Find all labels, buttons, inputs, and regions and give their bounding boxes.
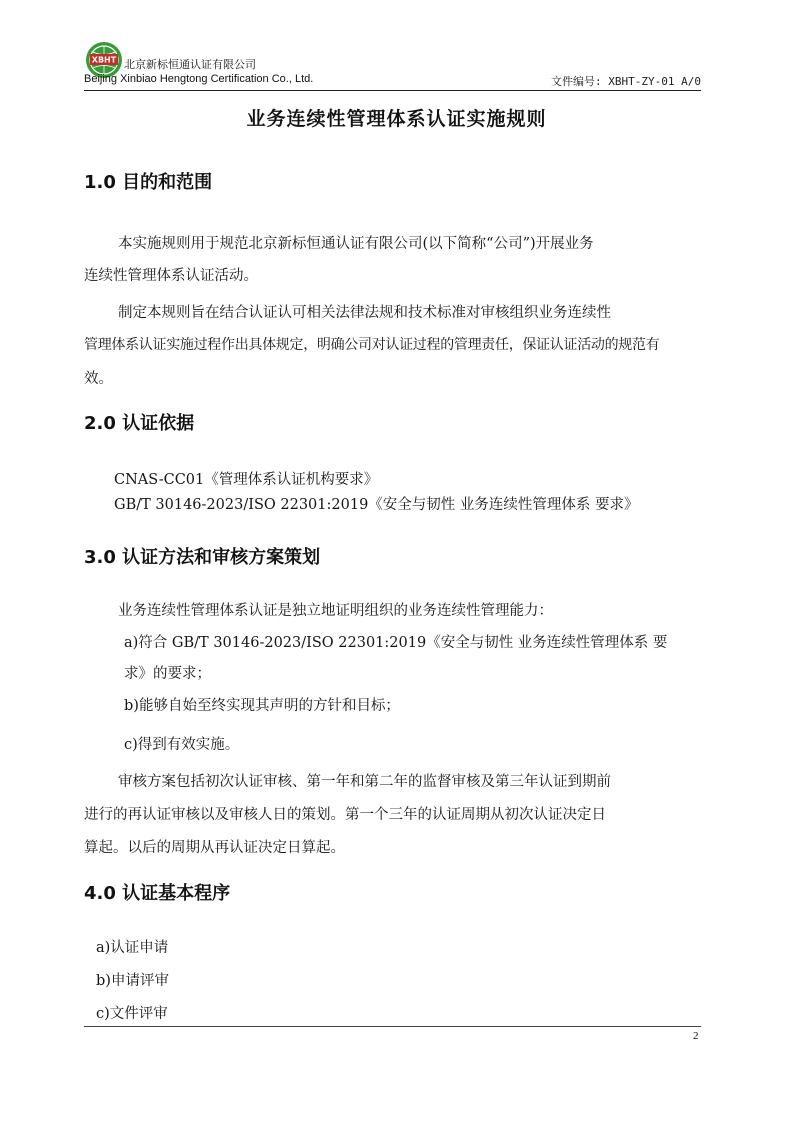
footer-rule [84,1026,701,1027]
section-1-paragraph-2-line-1: 制定本规则旨在结合认证认可相关法律法规和技术标准对审核组织业务连续性 [118,305,611,321]
company-name-cn: 北京新标恒通认证有限公司 [124,58,256,71]
section-1-paragraph-1-line-2: 连续性管理体系认证活动。 [84,268,258,284]
section-4-item-3: c)文件评审 [96,1006,168,1022]
page-header [84,40,701,91]
section-2-heading: 2.0 认证依据 [84,413,195,434]
section-1-paragraph-1-line-1: 本实施规则用于规范北京新标恒通认证有限公司(以下简称“公司”)开展业务 [118,236,594,252]
section-2-item-2: GB/T 30146-2023/ISO 22301:2019《安全与韧性 业务连续性管理体系 要求》 [114,497,639,513]
page-number: 2 [693,1030,699,1042]
section-4-item-1: a)认证申请 [96,940,169,956]
section-3-item-c: c)得到有效实施。 [124,737,240,753]
section-3-item-b: b)能够自始至终实现其声明的方针和目标； [124,698,400,714]
section-1-heading: 1.0 目的和范围 [84,172,213,193]
section-3-intro: 业务连续性管理体系认证是独立地证明组织的业务连续性管理能力： [118,603,553,619]
section-3-paragraph-line-1: 审核方案包括初次认证审核、第一年和第二年的监督审核及第三年认证到期前 [118,774,611,790]
company-name-en: Beijing Xinbiao Hengtong Certification Co., Ltd. [84,73,314,85]
section-2-item-1: CNAS-CC01《管理体系认证机构要求》 [114,472,379,488]
section-3-item-a-line-1: a)符合 GB/T 30146-2023/ISO 22301:2019《安全与韧性 业务连续性管理体系 要 [124,635,668,651]
section-4-heading: 4.0 认证基本程序 [84,883,231,904]
logo-text: XBHT [91,55,117,65]
section-3-heading: 3.0 认证方法和审核方案策划 [84,547,321,568]
document-number: 文件编号: XBHT-ZY-01 A/0 [551,75,701,88]
section-1-paragraph-2-line-2: 管理体系认证实施过程作出具体规定，明确公司对认证过程的管理责任，保证认证活动的规范有 [84,337,660,353]
document-title: 业务连续性管理体系认证实施规则 [246,108,547,130]
section-4-item-2: b)申请评审 [96,973,169,989]
section-3-paragraph-line-3: 算起。以后的周期从再认证决定日算起。 [84,840,345,856]
section-3-item-a-line-2: 求》的要求； [124,666,211,682]
section-3-paragraph-line-2: 进行的再认证审核以及审核人日的策划。第一个三年的认证周期从初次认证决定日 [84,807,606,823]
section-1-paragraph-2-line-3: 效。 [84,371,113,387]
